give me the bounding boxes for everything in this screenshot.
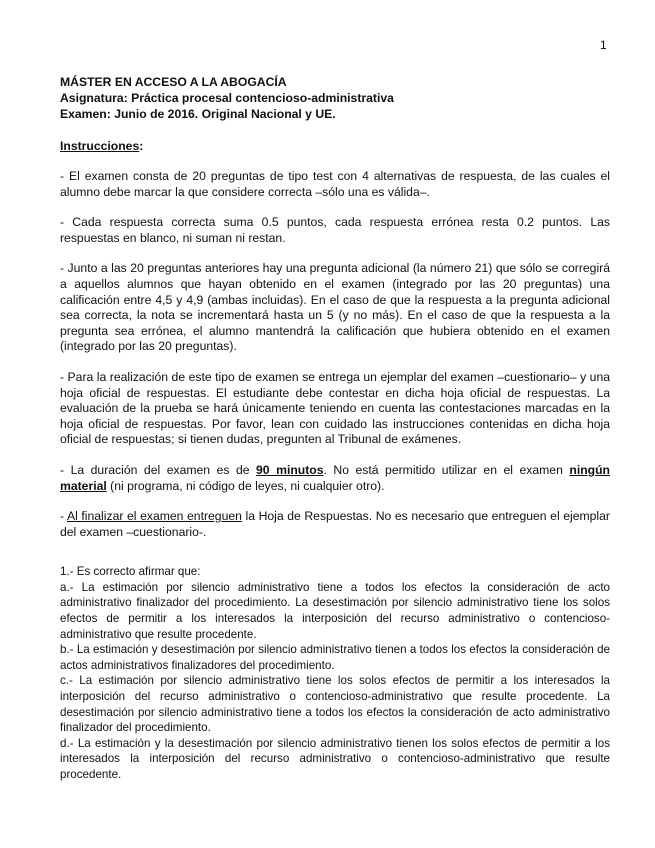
option-a: a.- La estimación por silencio administrativo tiene a todos los efectos la consideración de acto administrativo finalizador del procedimiento. La desestimación por silencio administrativo tiene los solos efectos de permitir a los interesados la interposición del recurso administrativo o contencioso-administrativo que resulte procedente. [60, 580, 610, 641]
instruction-scoring: - Cada respuesta correcta suma 0.5 puntos, cada respuesta errónea resta 0.2 puntos. Las respuestas en blanco, ni suman ni restan. [60, 215, 610, 245]
duration-minutes: 90 minutos [256, 462, 324, 477]
duration-text-e: (ni programa, ni código de leyes, ni cualquier otro). [106, 478, 385, 493]
duration-text-a: - La duración del examen es de [60, 462, 257, 477]
instructions-heading [60, 138, 610, 154]
instruction-duration [60, 463, 610, 494]
exam-line: Examen: Junio de 2016. Original Nacional y UE. [60, 107, 336, 121]
instruction-submit [60, 509, 610, 540]
duration-text-c: . No está permitido utilizar en el examen [323, 462, 570, 477]
submit-text-c: la Hoja de Respuestas. No es necesario que entreguen el ejemplar del examen –cuestionario-. [60, 509, 610, 539]
submit-emphasis: Al finalizar el examen entreguen [66, 509, 242, 524]
question-stem: 1.- Es correcto afirmar que: [60, 565, 201, 579]
page-number: 1 [600, 38, 607, 52]
option-c: c.- La estimación por silencio administrativo tiene los solos efectos de permitir a los interesados la interposición del recurso administrativo o contencioso-administrativo que resulte procedente. La desestimación por silencio administrativo tiene a todos los efectos la consideración de acto administrativo finalizador del procedimiento. [60, 674, 610, 735]
no-material: ningún material [60, 462, 610, 493]
instruction-extra-question: - Junto a las 20 preguntas anteriores hay una pregunta adicional (la número 21) que sólo se corregirá a aquellos alumnos que hayan obtenido en el examen (integrado por las 20 preguntas) una calificación entre 4,5 y 4,9 (ambas incluidas). En el caso de que la respuesta a la pregunta adicional sea correcta, la nota se incrementará hasta un 5 (y no más). En el caso de que la respuesta a la pregunta sea errónea, el alumno mantendrá la calificación que hubiera obtenido en el examen (integrado por las 20 preguntas). [60, 261, 610, 354]
instructions-title: Instrucciones [60, 139, 140, 153]
instructions-title-colon: : [139, 139, 144, 153]
option-d: d.- La estimación y la desestimación por silencio administrativo tienen los solos efectos de permitir a los interesados la interposición del recurso administrativo o contencioso-administrativo que resulte procedente. [60, 736, 610, 781]
instruction-answer-sheet: - Para la realización de este tipo de examen se entrega un ejemplar del examen –cuestionario– y una hoja oficial de respuestas. El estudiante debe contestar en dicha hoja oficial de respuestas. La evaluación de la prueba se hará únicamente teniendo en cuenta las contestaciones marcadas en la hoja oficial de respuestas. Por favor, lean con cuidado las instrucciones contenidas en dicha hoja oficial de respuestas; si tienen dudas, pregunten al Tribunal de exámenes. [60, 369, 610, 447]
submit-text-a: - [60, 509, 67, 524]
question-1 [60, 564, 610, 782]
document-body [60, 74, 610, 783]
instruction-answers: - El examen consta de 20 preguntas de tipo test con 4 alternativas de respuesta, de las cuales el alumno debe marcar la que considere correcta –sólo una es válida–. [60, 169, 610, 199]
subject-line: Asignatura: Práctica procesal contencioso-administrativa [60, 91, 394, 105]
master-title: MÁSTER EN ACCESO A LA ABOGACÍA [60, 75, 287, 89]
option-b: b.- La estimación y desestimación por silencio administrativo tienen a todos los efectos la consideración de actos administrativos finalizadores del procedimiento. [60, 643, 610, 672]
